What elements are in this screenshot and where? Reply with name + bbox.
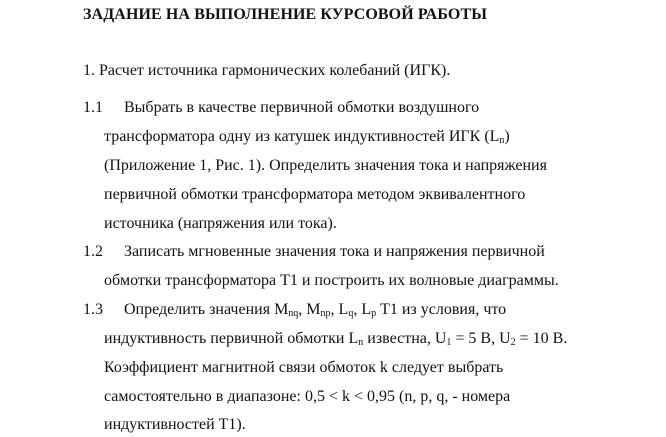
item-1-1-line-2-subscript: n xyxy=(499,135,505,146)
item-1-3-line-3: Коэффициент магнитной связи обмоток k следует выбрать xyxy=(104,359,504,376)
item-1-2-line-1: Записать мгновенные значения тока и напряжения первичной xyxy=(124,243,545,260)
item-1-1-line-5: источника (напряжения или тока). xyxy=(104,215,337,232)
item-1-3-line-1-p2: , M xyxy=(298,301,321,318)
item-1-3-line-4: самостоятельно в диапазоне: 0,5 < k < 0,95 (n, p, q, - номера xyxy=(104,388,511,405)
document-title: ЗАДАНИЕ НА ВЫПОЛНЕНИЕ КУРСОВОЙ РАБОТЫ xyxy=(83,6,488,23)
item-1-3-line-2-p3: = 5 В, U xyxy=(451,330,511,347)
item-1-3-line-2 xyxy=(104,330,567,348)
item-1-1-line-2 xyxy=(104,128,510,146)
item-1-3-line-1-s3: q xyxy=(348,308,354,319)
item-1-3-line-2-p4: = 10 В. xyxy=(515,330,568,347)
item-number-1-2: 1.2 xyxy=(83,243,103,260)
item-1-3-line-2-s3: 2 xyxy=(510,337,516,348)
item-1-3-line-1-s2: np xyxy=(320,308,331,319)
item-1-3-line-1-p1: Определить значения M xyxy=(124,301,289,318)
item-1-3-line-1-p4: , L xyxy=(353,301,372,318)
item-1-3-line-2-s1: n xyxy=(358,337,364,348)
item-1-2-line-2: обмотки трансформатора Т1 и построить их волновые диаграммы. xyxy=(104,272,559,289)
item-1-3-line-1-p5: Т1 из условия, что xyxy=(376,301,507,318)
item-1-3-line-2-p1: индуктивность первичной обмотки L xyxy=(104,330,359,347)
item-1-1-line-4: первичной обмотки трансформатора методом эквивалентного xyxy=(104,186,526,203)
item-1-1-line-2-text: трансформатора одну из катушек индуктивностей ИГК (L xyxy=(104,128,500,145)
item-1-3-line-5: индуктивностей Т1). xyxy=(104,416,246,433)
item-1-3-line-1-p3: , L xyxy=(330,301,349,318)
item-number-1-3: 1.3 xyxy=(83,301,103,318)
item-1-1-line-1: Выбрать в качестве первичной обмотки воздушного xyxy=(124,99,480,116)
section-heading: 1. Расчет источника гармонических колебаний (ИГК). xyxy=(83,62,451,79)
item-1-1-line-3: (Приложение 1, Рис. 1). Определить значения тока и напряжения xyxy=(104,157,547,174)
item-number-1-1: 1.1 xyxy=(83,99,103,116)
item-1-3-line-2-p2: известна, U xyxy=(363,330,447,347)
item-1-1-line-2-end: ) xyxy=(504,128,510,145)
item-1-3-line-1-s1: nq xyxy=(288,308,299,319)
item-1-3-line-1 xyxy=(124,301,506,319)
item-1-3-line-1-s4: p xyxy=(371,308,377,319)
item-1-3-line-2-s2: 1 xyxy=(446,337,452,348)
